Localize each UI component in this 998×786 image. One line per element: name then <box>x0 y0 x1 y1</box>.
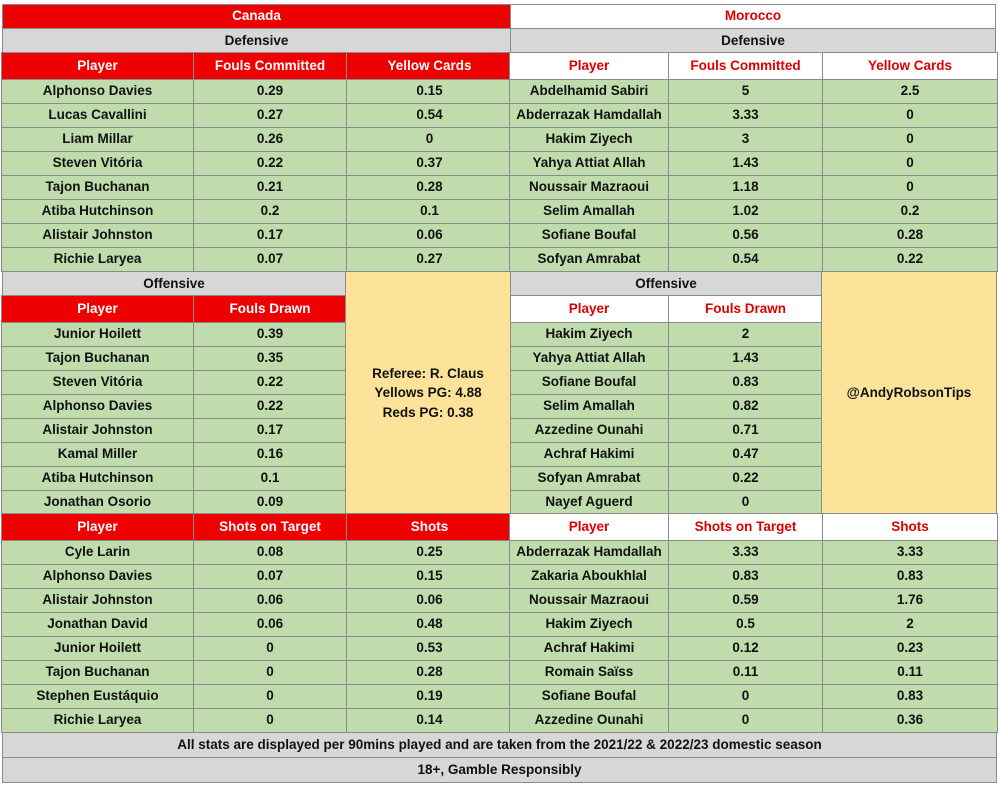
stat-value-cell: 0.22 <box>193 370 347 395</box>
player-name-cell: Alistair Johnston <box>1 223 194 248</box>
morocco-shots-table-header-0: Player <box>509 513 669 541</box>
stat-value-cell: 0.71 <box>668 418 823 443</box>
player-name-cell: Jonathan Osorio <box>1 490 194 515</box>
morocco-defensive-table-header-0: Player <box>509 52 669 80</box>
stat-value-cell: 1.43 <box>668 151 823 176</box>
stat-value-cell: 0.06 <box>346 588 513 613</box>
referee-info-box <box>345 271 511 515</box>
canada-team-header: Canada <box>2 4 511 29</box>
player-name-cell: Selim Amallah <box>509 394 669 419</box>
stat-value-cell: 0.08 <box>193 540 347 565</box>
player-name-cell: Achraf Hakimi <box>509 636 669 661</box>
stat-value-cell: 0.11 <box>668 660 823 685</box>
stat-value-cell: 0.56 <box>668 223 823 248</box>
stat-value-cell: 0 <box>193 636 347 661</box>
stat-value-cell: 0.22 <box>822 247 998 272</box>
stat-value-cell: 0.82 <box>668 394 823 419</box>
player-name-cell: Romain Saïss <box>509 660 669 685</box>
player-name-cell: Alistair Johnston <box>1 588 194 613</box>
stat-value-cell: 0.47 <box>668 442 823 467</box>
stat-value-cell: 0.1 <box>346 199 513 224</box>
canada-shots-table-header-2: Shots <box>346 513 513 541</box>
stat-value-cell: 0.07 <box>193 564 347 589</box>
stat-value-cell: 0 <box>346 127 513 152</box>
player-name-cell: Abderrazak Hamdallah <box>509 540 669 565</box>
player-name-cell: Azzedine Ounahi <box>509 708 669 733</box>
morocco-defensive-table <box>510 53 997 272</box>
stat-value-cell: 0.1 <box>193 466 347 491</box>
player-name-cell: Sofyan Amrabat <box>509 466 669 491</box>
stat-value-cell: 0.53 <box>346 636 513 661</box>
player-name-cell: Tajon Buchanan <box>1 346 194 371</box>
player-name-cell: Abdelhamid Sabiri <box>509 79 669 104</box>
morocco-team-header: Morocco <box>510 4 996 29</box>
stat-value-cell: 0 <box>668 684 823 709</box>
stat-value-cell: 0.15 <box>346 564 513 589</box>
stat-value-cell: 0.54 <box>346 103 513 128</box>
stat-value-cell: 0.54 <box>668 247 823 272</box>
morocco-offensive-table-header-1: Fouls Drawn <box>668 295 823 323</box>
player-name-cell: Selim Amallah <box>509 199 669 224</box>
canada-defensive-title: Defensive <box>2 28 511 54</box>
stat-value-cell: 0.06 <box>193 588 347 613</box>
stat-value-cell: 0.2 <box>822 199 998 224</box>
twitter-handle: @AndyRobsonTips <box>846 385 972 401</box>
stats-footnote: All stats are displayed per 90mins played and are taken from the 2021/22 & 2022/23 domestic season <box>2 732 997 758</box>
stat-value-cell: 0.06 <box>193 612 347 637</box>
player-name-cell: Cyle Larin <box>1 540 194 565</box>
canada-shots-table <box>2 514 512 733</box>
canada-offensive-title: Offensive <box>2 271 346 297</box>
player-name-cell: Steven Vitória <box>1 370 194 395</box>
morocco-defensive-table-header-1: Fouls Committed <box>668 52 823 80</box>
referee-name: Referee: R. Claus <box>372 365 484 381</box>
stat-value-cell: 0.09 <box>193 490 347 515</box>
stat-value-cell: 0.15 <box>346 79 513 104</box>
canada-shots-table-header-0: Player <box>1 513 194 541</box>
player-name-cell: Alphonso Davies <box>1 394 194 419</box>
stat-value-cell: 0.5 <box>668 612 823 637</box>
stat-value-cell: 0.35 <box>193 346 347 371</box>
player-name-cell: Zakaria Aboukhlal <box>509 564 669 589</box>
canada-defensive-table <box>2 53 512 272</box>
stat-value-cell: 0 <box>822 103 998 128</box>
stat-value-cell: 3.33 <box>668 540 823 565</box>
stat-value-cell: 0.29 <box>193 79 347 104</box>
player-name-cell: Alistair Johnston <box>1 418 194 443</box>
stat-value-cell: 2 <box>668 322 823 347</box>
stat-value-cell: 5 <box>668 79 823 104</box>
stat-value-cell: 0.37 <box>346 151 513 176</box>
stat-value-cell: 0.25 <box>346 540 513 565</box>
stat-value-cell: 0.06 <box>346 223 513 248</box>
stat-value-cell: 0.26 <box>193 127 347 152</box>
player-name-cell: Sofiane Boufal <box>509 370 669 395</box>
stat-value-cell: 0.17 <box>193 418 347 443</box>
player-name-cell: Sofyan Amrabat <box>509 247 669 272</box>
stat-value-cell: 0.16 <box>193 442 347 467</box>
player-name-cell: Lucas Cavallini <box>1 103 194 128</box>
referee-yellows-per-game: Yellows PG: 4.88 <box>374 385 482 401</box>
player-name-cell: Noussair Mazraoui <box>509 588 669 613</box>
player-name-cell: Hakim Ziyech <box>509 127 669 152</box>
stat-value-cell: 0.23 <box>822 636 998 661</box>
player-name-cell: Stephen Eustáquio <box>1 684 194 709</box>
morocco-defensive-title: Defensive <box>510 28 996 54</box>
stat-value-cell: 0 <box>193 684 347 709</box>
stat-value-cell: 0.11 <box>822 660 998 685</box>
stat-value-cell: 0.22 <box>668 466 823 491</box>
stat-value-cell: 0.21 <box>193 175 347 200</box>
morocco-offensive-table-header-0: Player <box>509 295 669 323</box>
player-name-cell: Sofiane Boufal <box>509 684 669 709</box>
stat-value-cell: 2 <box>822 612 998 637</box>
stat-value-cell: 0.22 <box>193 394 347 419</box>
player-name-cell: Achraf Hakimi <box>509 442 669 467</box>
player-name-cell: Atiba Hutchinson <box>1 466 194 491</box>
player-name-cell: Atiba Hutchinson <box>1 199 194 224</box>
player-name-cell: Junior Hoilett <box>1 322 194 347</box>
morocco-shots-table-header-1: Shots on Target <box>668 513 823 541</box>
stat-value-cell: 0.83 <box>668 370 823 395</box>
player-name-cell: Junior Hoilett <box>1 636 194 661</box>
referee-reds-per-game: Reds PG: 0.38 <box>382 404 474 420</box>
stat-value-cell: 0.19 <box>346 684 513 709</box>
morocco-defensive-table-header-2: Yellow Cards <box>822 52 998 80</box>
canada-defensive-table-header-0: Player <box>1 52 194 80</box>
player-name-cell: Steven Vitória <box>1 151 194 176</box>
player-name-cell: Tajon Buchanan <box>1 175 194 200</box>
player-name-cell: Sofiane Boufal <box>509 223 669 248</box>
stat-value-cell: 0 <box>822 175 998 200</box>
morocco-offensive-title: Offensive <box>510 271 822 297</box>
morocco-shots-table <box>510 514 997 733</box>
player-name-cell: Alphonso Davies <box>1 79 194 104</box>
player-name-cell: Richie Laryea <box>1 708 194 733</box>
stat-value-cell: 0.14 <box>346 708 513 733</box>
canada-defensive-table-header-2: Yellow Cards <box>346 52 513 80</box>
morocco-offensive-table <box>510 296 823 515</box>
player-name-cell: Hakim Ziyech <box>509 612 669 637</box>
canada-offensive-table-header-1: Fouls Drawn <box>193 295 347 323</box>
player-name-cell: Jonathan David <box>1 612 194 637</box>
stat-value-cell: 0.27 <box>346 247 513 272</box>
canada-offensive-table-header-0: Player <box>1 295 194 323</box>
player-name-cell: Yahya Attiat Allah <box>509 346 669 371</box>
gambling-disclaimer: 18+, Gamble Responsibly <box>2 757 997 783</box>
player-name-cell: Azzedine Ounahi <box>509 418 669 443</box>
player-name-cell: Alphonso Davies <box>1 564 194 589</box>
player-name-cell: Richie Laryea <box>1 247 194 272</box>
stat-value-cell: 1.18 <box>668 175 823 200</box>
stat-value-cell: 0.28 <box>822 223 998 248</box>
stat-value-cell: 0.27 <box>193 103 347 128</box>
stat-value-cell: 0.28 <box>346 660 513 685</box>
stat-value-cell: 1.02 <box>668 199 823 224</box>
player-name-cell: Yahya Attiat Allah <box>509 151 669 176</box>
stat-value-cell: 3 <box>668 127 823 152</box>
stat-value-cell: 0.39 <box>193 322 347 347</box>
player-name-cell: Hakim Ziyech <box>509 322 669 347</box>
stat-value-cell: 0.07 <box>193 247 347 272</box>
canada-defensive-table-header-1: Fouls Committed <box>193 52 347 80</box>
stat-value-cell: 0.83 <box>668 564 823 589</box>
stat-value-cell: 2.5 <box>822 79 998 104</box>
canada-shots-table-header-1: Shots on Target <box>193 513 347 541</box>
stat-value-cell: 0 <box>193 660 347 685</box>
player-name-cell: Kamal Miller <box>1 442 194 467</box>
stat-value-cell: 0.12 <box>668 636 823 661</box>
stat-value-cell: 0 <box>822 127 998 152</box>
player-name-cell: Liam Millar <box>1 127 194 152</box>
stat-value-cell: 3.33 <box>668 103 823 128</box>
stat-value-cell: 0 <box>668 490 823 515</box>
stat-value-cell: 3.33 <box>822 540 998 565</box>
twitter-handle-box <box>821 271 997 515</box>
stat-value-cell: 0.48 <box>346 612 513 637</box>
stat-value-cell: 0.59 <box>668 588 823 613</box>
stat-value-cell: 1.43 <box>668 346 823 371</box>
stat-value-cell: 0 <box>668 708 823 733</box>
stat-value-cell: 0.36 <box>822 708 998 733</box>
player-name-cell: Nayef Aguerd <box>509 490 669 515</box>
canada-offensive-table <box>2 296 347 515</box>
stat-value-cell: 0 <box>822 151 998 176</box>
stat-value-cell: 0.17 <box>193 223 347 248</box>
stat-value-cell: 0.83 <box>822 684 998 709</box>
stat-value-cell: 0.2 <box>193 199 347 224</box>
stat-value-cell: 1.76 <box>822 588 998 613</box>
player-name-cell: Noussair Mazraoui <box>509 175 669 200</box>
stat-value-cell: 0.28 <box>346 175 513 200</box>
stat-value-cell: 0.22 <box>193 151 347 176</box>
stat-value-cell: 0.83 <box>822 564 998 589</box>
morocco-shots-table-header-2: Shots <box>822 513 998 541</box>
player-name-cell: Tajon Buchanan <box>1 660 194 685</box>
stat-value-cell: 0 <box>193 708 347 733</box>
player-name-cell: Abderrazak Hamdallah <box>509 103 669 128</box>
